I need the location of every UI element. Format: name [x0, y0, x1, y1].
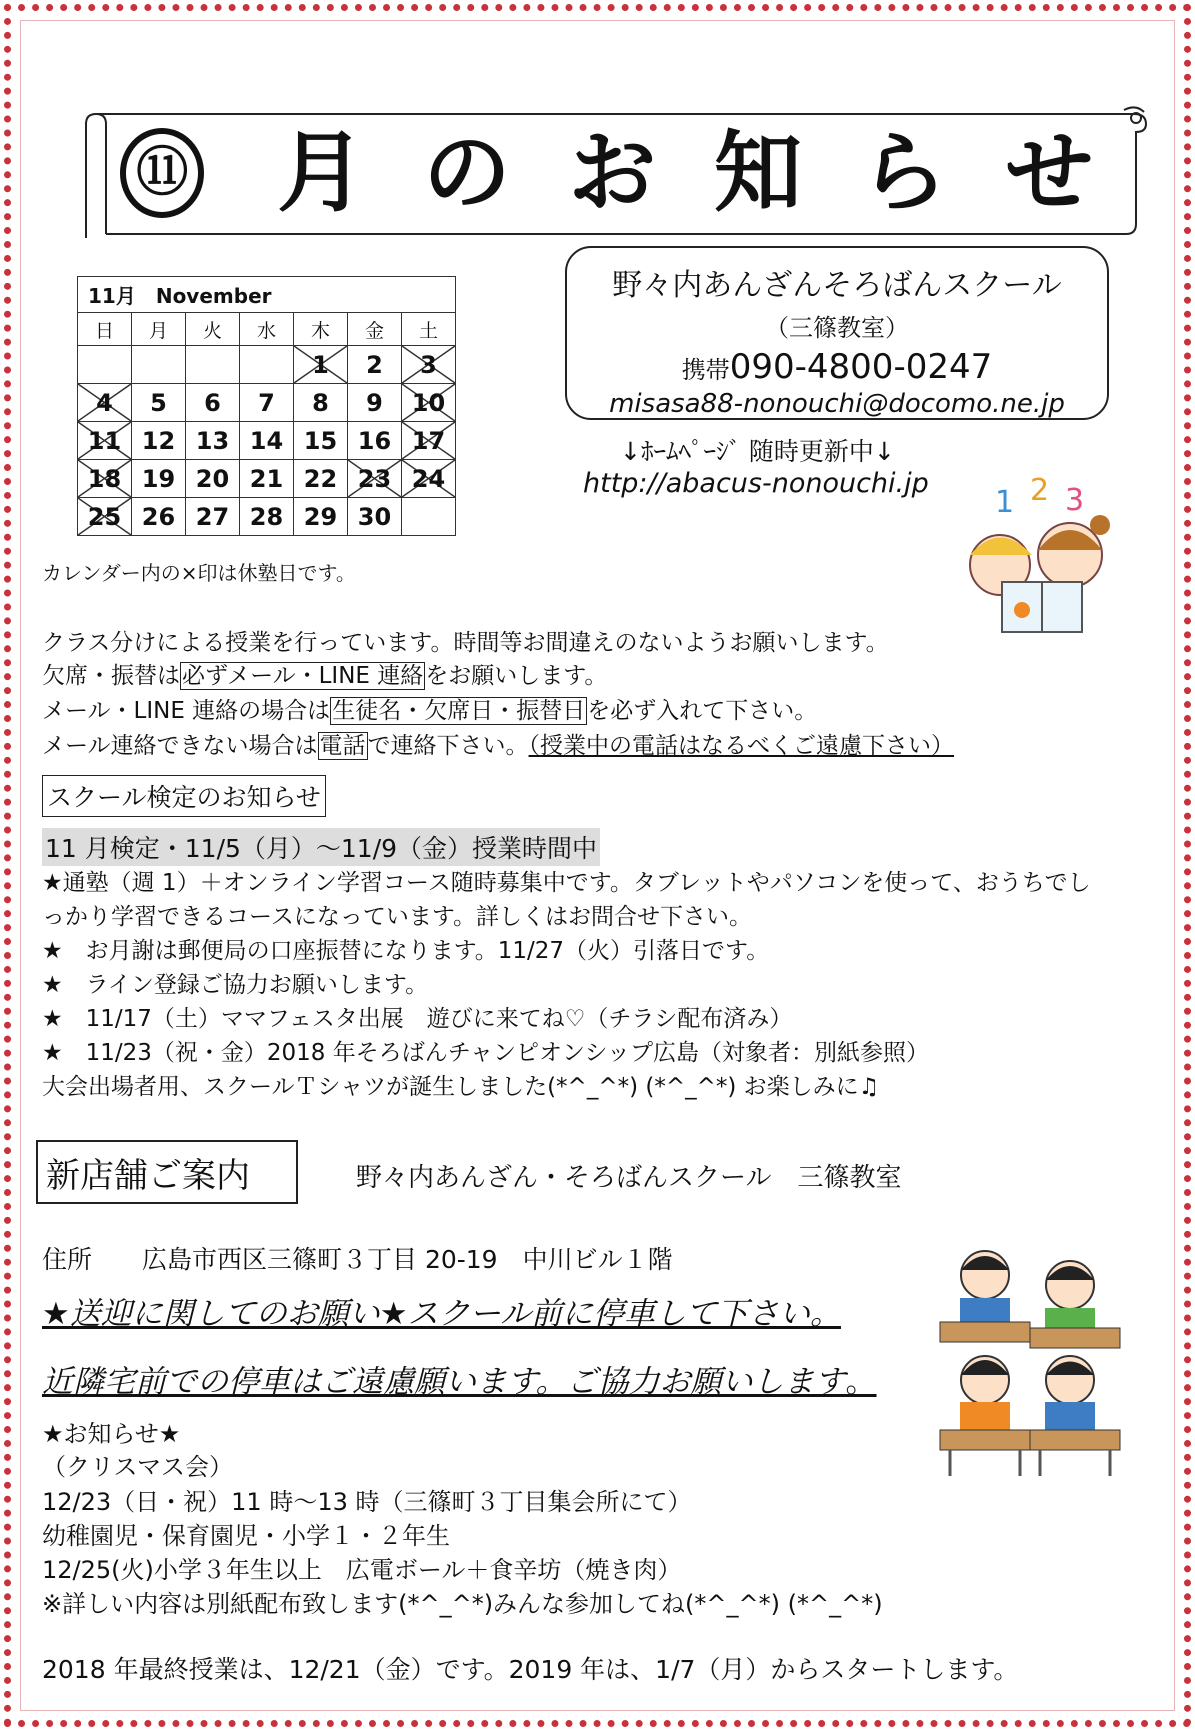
notice-line: メール連絡できない場合は電話で連絡下さい。（授業中の電話はなるべくご遠慮下さい） — [42, 733, 955, 759]
calendar-day — [240, 346, 294, 384]
calendar-day — [78, 346, 132, 384]
school-name: 野々内あんざんそろばんスクール — [612, 268, 1062, 303]
bullet-line: ★ 11/23（祝・金）2018 年そろばんチャンピオンシップ広島（対象者：別紙参照） — [42, 1040, 930, 1066]
title-char: せ — [1005, 121, 1094, 224]
phone — [567, 347, 1107, 387]
title-char: の — [422, 121, 511, 224]
calendar-day-closed: 4 — [78, 384, 132, 422]
calendar-day: 30 — [348, 498, 402, 536]
xmas-line: 12/23（日・祝）11 時～13 時（三篠町３丁目集会所にて） — [42, 1488, 692, 1516]
svg-text:2: 2 — [1030, 473, 1050, 508]
calendar-day: 7 — [240, 384, 294, 422]
page-title — [120, 118, 1140, 228]
classroom-illustration — [930, 1240, 1130, 1480]
calendar-day: 20 — [186, 460, 240, 498]
weekday-header: 土 — [402, 313, 456, 346]
weekday-header: 火 — [186, 313, 240, 346]
calendar-day: 8 — [294, 384, 348, 422]
contact-box — [565, 246, 1109, 420]
store-name: 野々内あんざん・そろばんスクール 三篠教室 — [356, 1163, 902, 1193]
title-char: 知 — [714, 121, 803, 224]
xmas-subheading: （クリスマス会） — [42, 1453, 234, 1481]
xmas-heading: ★お知らせ★ — [42, 1420, 181, 1448]
pickup-request: ★送迎に関してのお願い★スクール前に停車して下さい。 — [42, 1296, 841, 1332]
school-room: （三篠教室） — [765, 314, 909, 342]
weekday-header: 金 — [348, 313, 402, 346]
calendar-day: 29 — [294, 498, 348, 536]
bullet-line: ★ ライン登録ご協力お願いします。 — [42, 972, 429, 998]
homepage-note: ↓ﾎｰﾑﾍﾟｰｼﾞ 随時更新中↓ — [620, 437, 895, 466]
title-char: 月 — [277, 121, 366, 224]
xmas-line: 12/25(火)小学３年生以上 広電ボール＋食辛坊（焼き肉） — [42, 1556, 682, 1584]
title-number: ⑪ — [120, 128, 204, 218]
bullet-line: ★ 11/17（土）ママフェスタ出展 遊びに来てね♡（チラシ配布済み） — [42, 1006, 793, 1032]
calendar-week — [78, 346, 456, 384]
title-char: ら — [859, 121, 948, 224]
calendar-week — [78, 384, 456, 422]
calendar-day — [132, 346, 186, 384]
calendar-day: 16 — [348, 422, 402, 460]
calendar-day: 2 — [348, 346, 402, 384]
pickup-request: 近隣宅前での停車はご遠慮願います。ご協力お願いします。 — [42, 1364, 877, 1400]
calendar-day-closed: 11 — [78, 422, 132, 460]
xmas-line: 幼稚園児・保育園児・小学１・２年生 — [42, 1522, 450, 1550]
calendar-day: 15 — [294, 422, 348, 460]
calendar-week — [78, 460, 456, 498]
calendar-day: 21 — [240, 460, 294, 498]
calendar-note: カレンダー内の×印は休塾日です。 — [42, 561, 356, 585]
weekday-header: 日 — [78, 313, 132, 346]
calendar-day: 27 — [186, 498, 240, 536]
bullet-line: っかり学習できるコースになっています。詳しくはお問合せ下さい。 — [42, 904, 753, 930]
notice-line: 欠席・振替は必ずメール・LINE 連絡をお願いします。 — [42, 663, 608, 689]
calendar-day-closed: 23 — [348, 460, 402, 498]
calendar-day-closed: 24 — [402, 460, 456, 498]
calendar-week — [78, 422, 456, 460]
phone-number: 090-4800-0247 — [729, 347, 993, 387]
title-char: お — [568, 121, 657, 224]
calendar-day-closed: 25 — [78, 498, 132, 536]
email: misasa88-nonouchi@docomo.ne.jp — [609, 389, 1065, 419]
weekday-header: 月 — [132, 313, 186, 346]
store-address: 住所 広島市西区三篠町３丁目 20-19 中川ビル１階 — [42, 1245, 673, 1274]
calendar-day-closed: 18 — [78, 460, 132, 498]
svg-text:1: 1 — [995, 485, 1015, 520]
calendar-day: 13 — [186, 422, 240, 460]
footer-note: 2018 年最終授業は、12/21（金）です。2019 年は、1/7（月）からスタートします。 — [42, 1655, 1019, 1684]
calendar-day: 5 — [132, 384, 186, 422]
xmas-line: ※詳しい内容は別紙配布致します(*^_^*)みんな参加してね(*^_^*) (*^_^*) — [42, 1590, 883, 1618]
calendar-day: 9 — [348, 384, 402, 422]
calendar-day-closed: 17 — [402, 422, 456, 460]
weekday-header: 水 — [240, 313, 294, 346]
calendar-day-closed: 10 — [402, 384, 456, 422]
calendar-day: 6 — [186, 384, 240, 422]
calendar-day: 14 — [240, 422, 294, 460]
exam-heading: スクール検定のお知らせ — [42, 775, 326, 817]
calendar-month: 11月 November — [78, 277, 456, 313]
calendar — [77, 276, 456, 536]
calendar-day — [402, 498, 456, 536]
homepage-url[interactable]: http://abacus-nonouchi.jp — [583, 468, 929, 499]
svg-text:3: 3 — [1065, 483, 1085, 518]
calendar-day: 12 — [132, 422, 186, 460]
kids-reading-illustration — [940, 470, 1150, 640]
calendar-day: 22 — [294, 460, 348, 498]
bullet-line: ★ お月謝は郵便局の口座振替になります。11/27（火）引落日です。 — [42, 938, 770, 964]
weekday-header: 木 — [294, 313, 348, 346]
calendar-day: 19 — [132, 460, 186, 498]
new-store-heading: 新店舗ご案内 — [36, 1140, 298, 1204]
notice-line: クラス分けによる授業を行っています。時間等お間違えのないようお願いします。 — [42, 630, 889, 656]
bullet-line: 大会出場者用、スクールＴシャツが誕生しました(*^_^*) (*^_^*) お楽しみに♫ — [42, 1074, 880, 1100]
bullet-line: ★通塾（週 1）＋オンライン学習コース随時募集中です。タブレットやパソコンを使って、おうちでし — [42, 870, 1091, 896]
calendar-week — [78, 498, 456, 536]
calendar-day-closed: 1 — [294, 346, 348, 384]
phone-label: 携帯 — [681, 356, 730, 384]
calendar-day — [186, 346, 240, 384]
calendar-day: 26 — [132, 498, 186, 536]
notice-line: メール・LINE 連絡の場合は生徒名・欠席日・振替日を必ず入れて下さい。 — [42, 698, 818, 724]
exam-highlight: 11 月検定・11/5（月）～11/9（金）授業時間中 — [42, 828, 600, 866]
calendar-day: 28 — [240, 498, 294, 536]
calendar-day-closed: 3 — [402, 346, 456, 384]
